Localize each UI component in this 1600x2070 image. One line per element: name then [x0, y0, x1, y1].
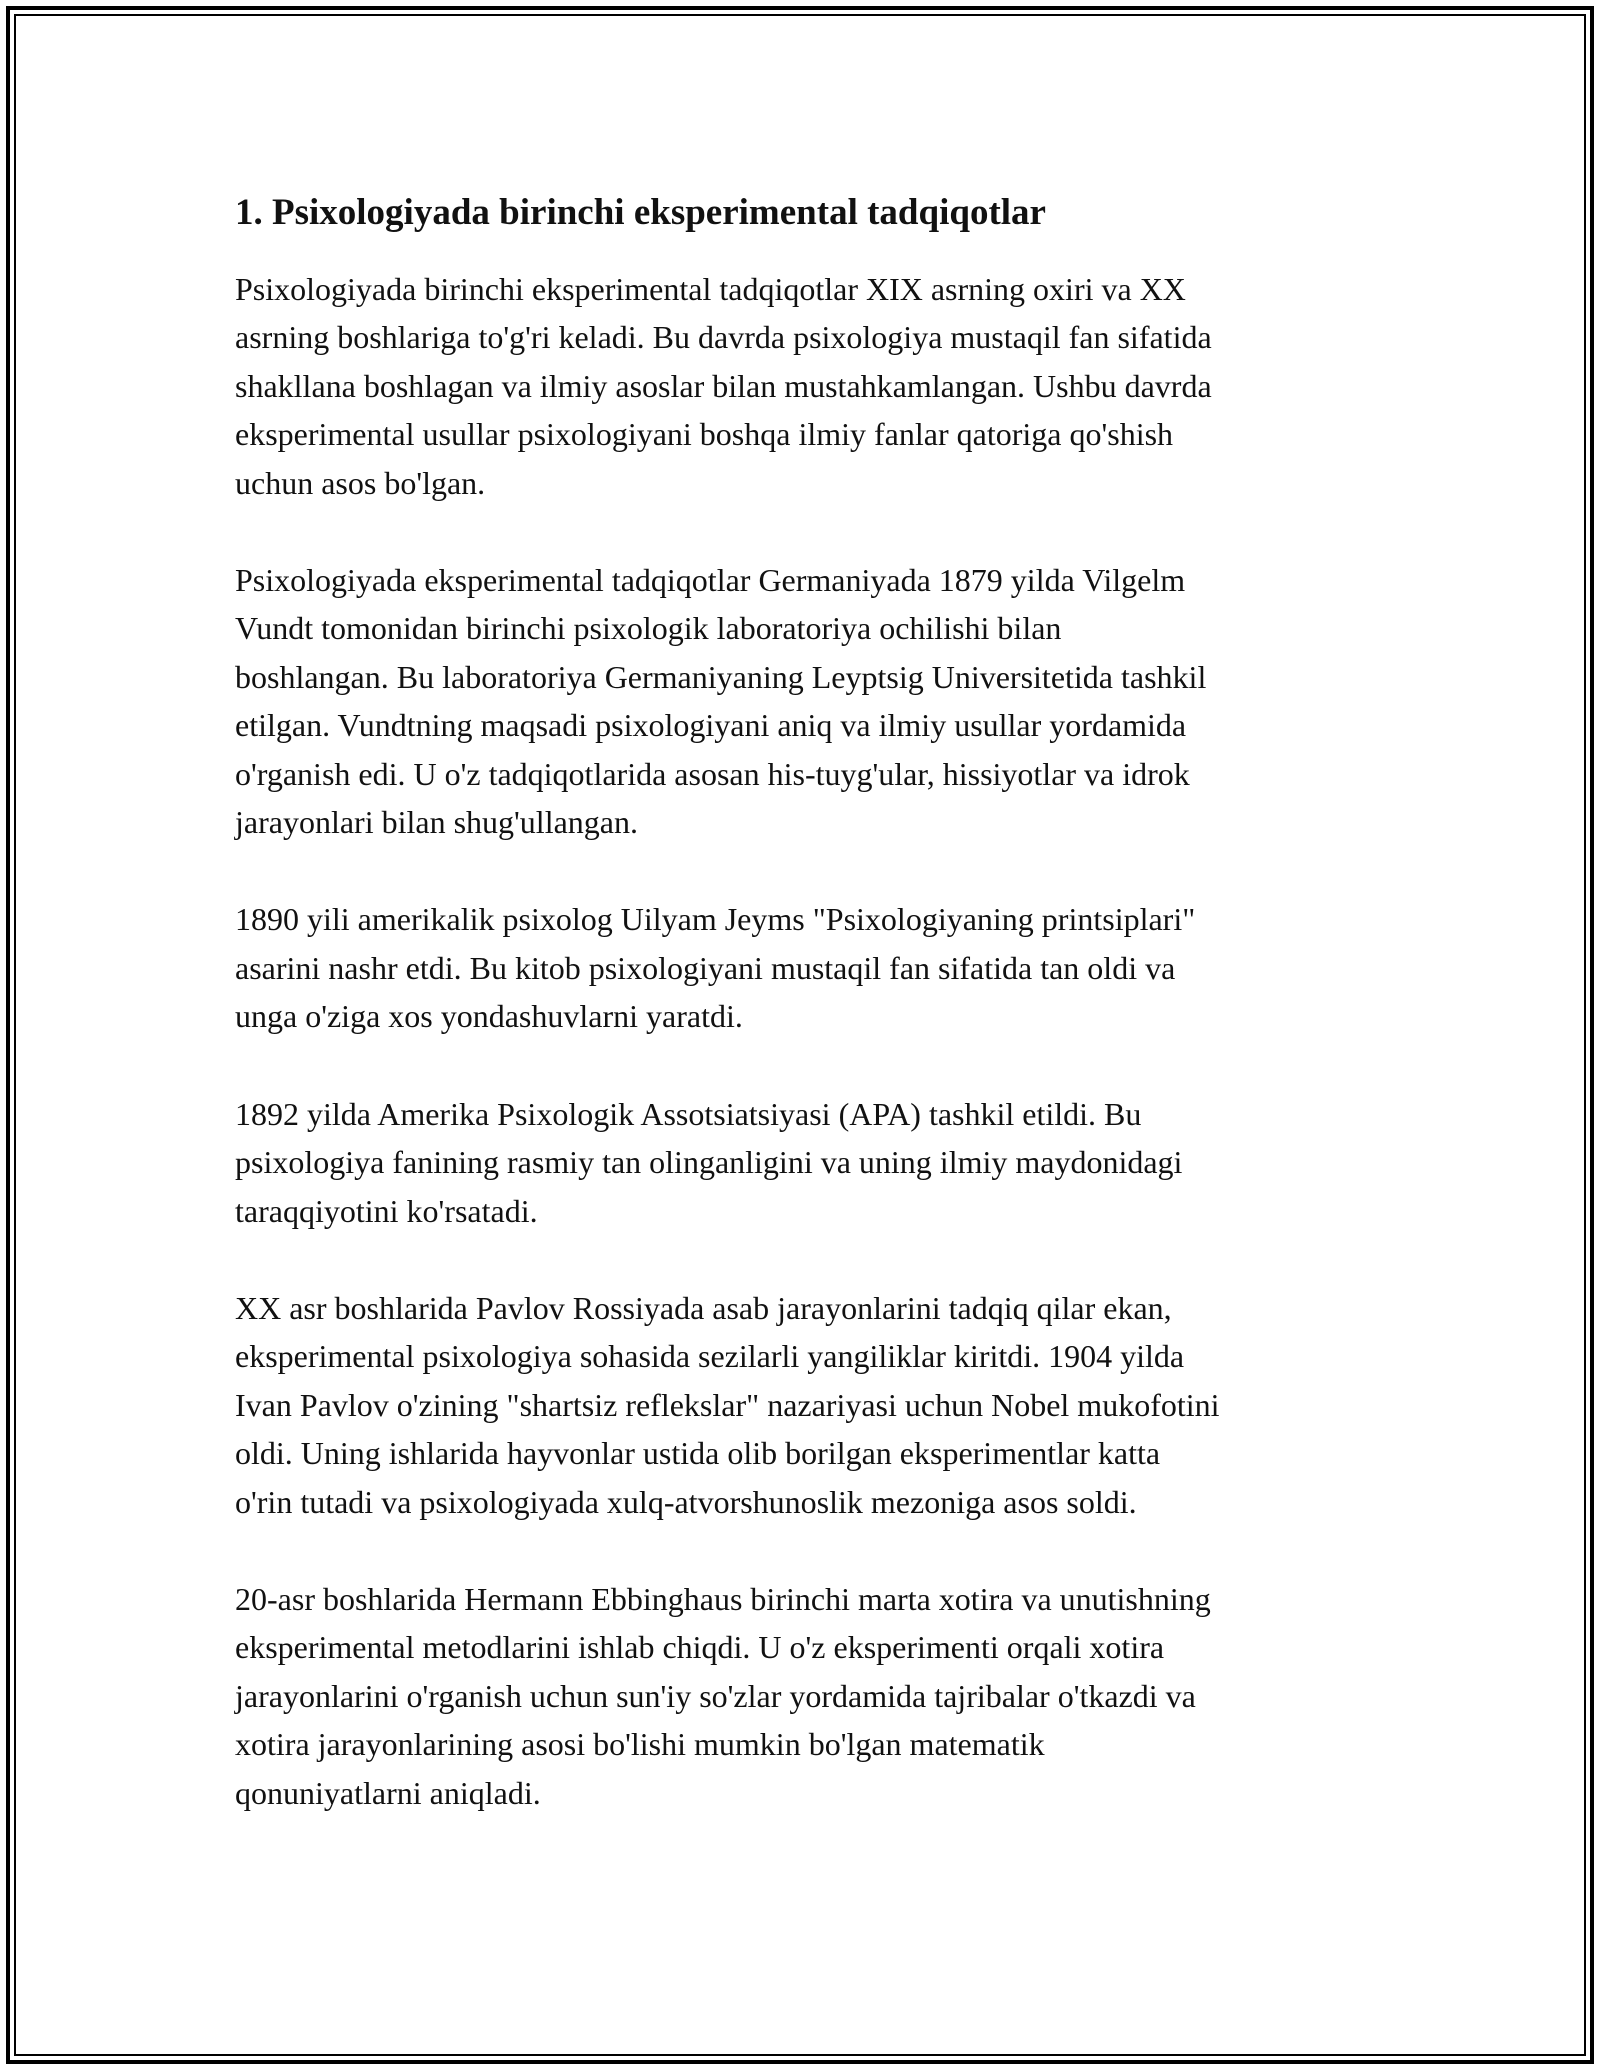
paragraph-2	[235, 556, 1375, 846]
text-line: oldi. Uning ishlarida hayvonlar ustida olib borilgan eksperimentlar katta	[235, 1435, 1161, 1472]
document-title: 1. Psixologiyada birinchi eksperimental tadqiqotlar	[235, 192, 1046, 233]
text-line: Vundt tomonidan birinchi psixologik laboratoriya ochilishi bilan	[235, 610, 1062, 647]
text-line: eksperimental psixologiya sohasida sezilarli yangiliklar kiritdi. 1904 yilda	[235, 1338, 1185, 1375]
text-line: uchun asos bo'lgan.	[235, 464, 486, 501]
text-line: unga o'ziga xos yondashuvlarni yaratdi.	[235, 998, 743, 1035]
text-line: psixologiya fanining rasmiy tan olinganligini va uning ilmiy maydonidagi	[235, 1144, 1183, 1181]
text-line: eksperimental metodlarini ishlab chiqdi. U o'z eksperimenti orqali xotira	[235, 1629, 1165, 1666]
document-body	[235, 186, 1375, 1866]
paragraph-4	[235, 1090, 1375, 1235]
text-line: 1890 yili amerikalik psixolog Uilyam Jeyms "Psixologiyaning printsiplari"	[235, 901, 1196, 938]
text-line: jarayonlari bilan shug'ullangan.	[235, 804, 638, 841]
paragraph-5	[235, 1284, 1375, 1526]
text-line: taraqqiyotini ko'rsatadi.	[235, 1192, 538, 1229]
paragraph-3	[235, 895, 1375, 1040]
text-line: asarini nashr etdi. Bu kitob psixologiyani mustaqil fan sifatida tan oldi va	[235, 949, 1176, 986]
text-line: shakllana boshlagan va ilmiy asoslar bilan mustahkamlangan. Ushbu davrda	[235, 367, 1212, 404]
paragraph-1	[235, 265, 1375, 507]
text-line: Ivan Pavlov o'zining "shartsiz reflekslar" nazariyasi uchun Nobel mukofotini	[235, 1386, 1220, 1423]
text-line: Psixologiyada eksperimental tadqiqotlar Germaniyada 1879 yilda Vilgelm	[235, 562, 1186, 599]
text-line: xotira jarayonlarining asosi bo'lishi mumkin bo'lgan matematik	[235, 1726, 1045, 1763]
text-line: asrning boshlariga to'g'ri keladi. Bu davrda psixologiya mustaqil fan sifatida	[235, 319, 1212, 356]
text-line: qonuniyatlarni aniqladi.	[235, 1774, 541, 1811]
text-line: etilgan. Vundtning maqsadi psixologiyani aniq va ilmiy usullar yordamida	[235, 707, 1187, 744]
text-line: o'rganish edi. U o'z tadqiqotlarida asosan his-tuyg'ular, hissiyotlar va idrok	[235, 755, 1190, 792]
paragraph-6	[235, 1575, 1375, 1817]
text-line: Psixologiyada birinchi eksperimental tadqiqotlar XIX asrning oxiri va XX	[235, 271, 1186, 307]
text-line: 1892 yilda Amerika Psixologik Assotsiatsiyasi (APA) tashkil etildi. Bu	[235, 1095, 1142, 1132]
text-line: jarayonlarini o'rganish uchun sun'iy so'zlar yordamida tajribalar o'tkazdi va	[235, 1677, 1196, 1714]
text-line: boshlangan. Bu laboratoriya Germaniyaning Leyptsig Universitetida tashkil	[235, 658, 1207, 695]
text-line: eksperimental usullar psixologiyani boshqa ilmiy fanlar qatoriga qo'shish	[235, 416, 1174, 453]
text-line: 20-asr boshlarida Hermann Ebbinghaus birinchi marta xotira va unutishning	[235, 1580, 1211, 1617]
text-line: o'rin tutadi va psixologiyada xulq-atvorshunoslik mezoniga asos soldi.	[235, 1483, 1137, 1520]
text-line: XX asr boshlarida Pavlov Rossiyada asab jarayonlarini tadqiq qilar ekan,	[235, 1289, 1172, 1326]
